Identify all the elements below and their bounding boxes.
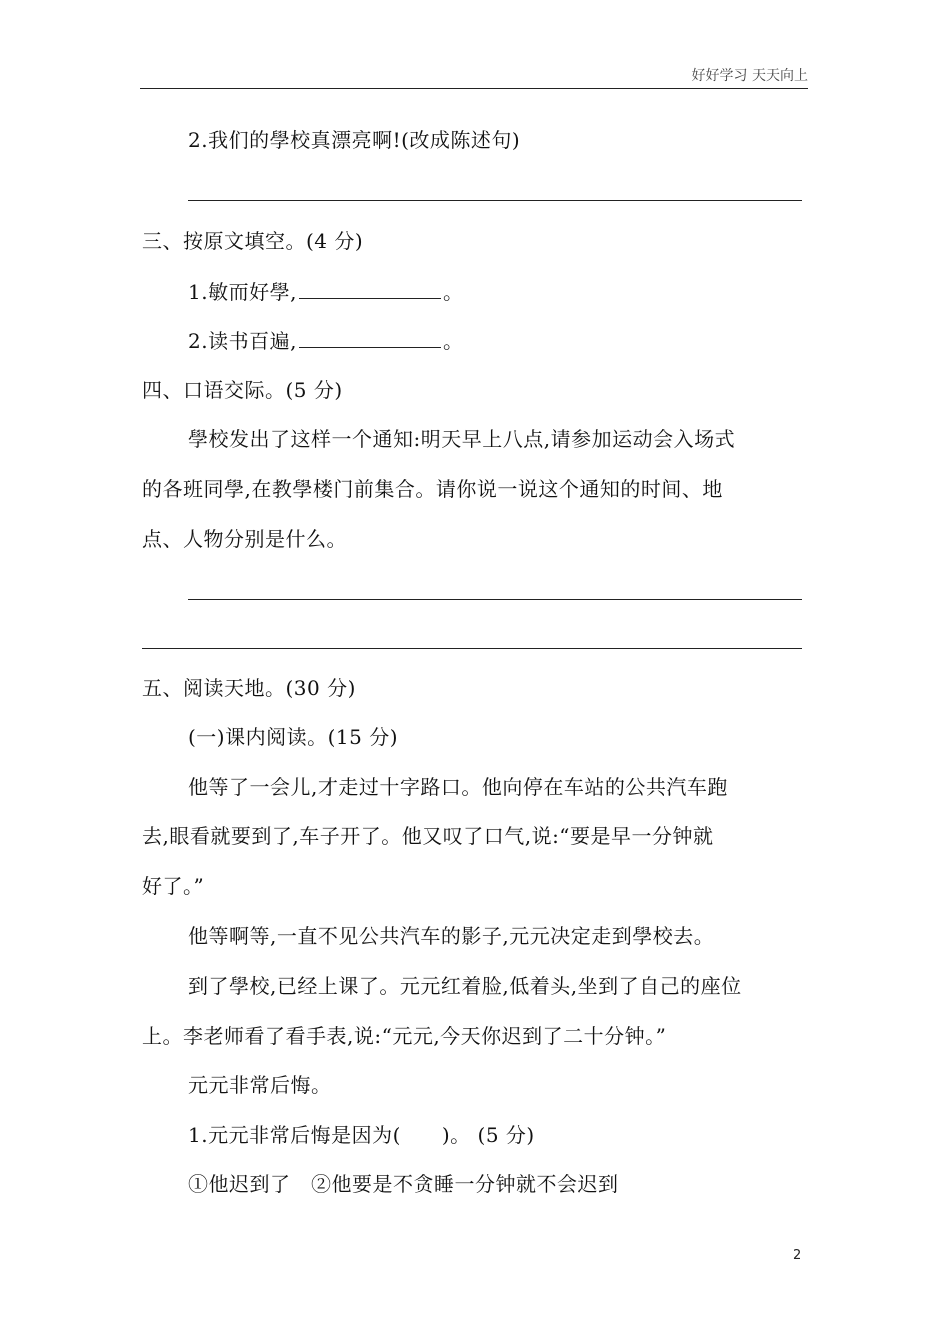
section-3-q2-blank[interactable] [299, 327, 441, 348]
section-5-subtitle: (一)课内阅读。(15 分) [188, 725, 399, 749]
reading-line-2: 去,眼看就要到了,车子开了。他又叹了口气,说:“要是早一分钟就 [142, 824, 714, 848]
header-divider [140, 88, 808, 89]
reading-line-6: 上。李老师看了看手表,说:“元元,今天你迟到了二十分钟。” [142, 1024, 667, 1048]
section-3-question-1 [188, 278, 463, 306]
header-text: 好好学习 天天向上 [691, 68, 808, 84]
section-4-paragraph-line-3: 点、人物分别是什么。 [142, 527, 347, 551]
section-3-q1-suffix: 。 [442, 280, 464, 304]
reading-line-4: 他等啊等,一直不见公共汽车的影子,元元决定走到學校去。 [188, 924, 715, 948]
section-4-title: 四、口语交际。(5 分) [142, 378, 343, 402]
section-5-title: 五、阅读天地。(30 分) [142, 676, 356, 700]
reading-line-5: 到了學校,已经上课了。元元红着脸,低着头,坐到了自己的座位 [188, 974, 742, 998]
answer-line-2-2[interactable] [188, 200, 802, 201]
reading-question-1-options: ①他迟到了 ②他要是不贪睡一分钟就不会迟到 [188, 1172, 619, 1196]
answer-line-4-2[interactable] [142, 648, 802, 649]
section-3-q1-blank[interactable] [299, 278, 441, 299]
reading-question-1: 1.元元非常后悔是因为( )。 (5 分) [188, 1123, 535, 1147]
reading-line-3: 好了。” [142, 874, 205, 898]
reading-line-1: 他等了一会儿,才走过十字路口。他向停在车站的公共汽车跑 [188, 775, 728, 799]
question-2-2: 2.我们的學校真漂亮啊!(改成陈述句) [188, 128, 521, 152]
section-3-q1-prefix: 1.敏而好學, [188, 280, 297, 304]
section-3-question-2 [188, 327, 463, 355]
reading-line-7: 元元非常后悔。 [188, 1073, 332, 1097]
section-3-title: 三、按原文填空。(4 分) [142, 229, 364, 253]
section-3-q2-prefix: 2.读书百遍, [188, 329, 297, 353]
section-4-paragraph-line-1: 學校发出了这样一个通知:明天早上八点,请参加运动会入场式 [188, 427, 736, 451]
section-4-paragraph-line-2: 的各班同學,在教學楼门前集合。请你说一说这个通知的时间、地 [142, 477, 723, 501]
answer-line-4-1[interactable] [188, 599, 802, 600]
section-3-q2-suffix: 。 [442, 329, 464, 353]
page-number: 2 [793, 1248, 802, 1263]
